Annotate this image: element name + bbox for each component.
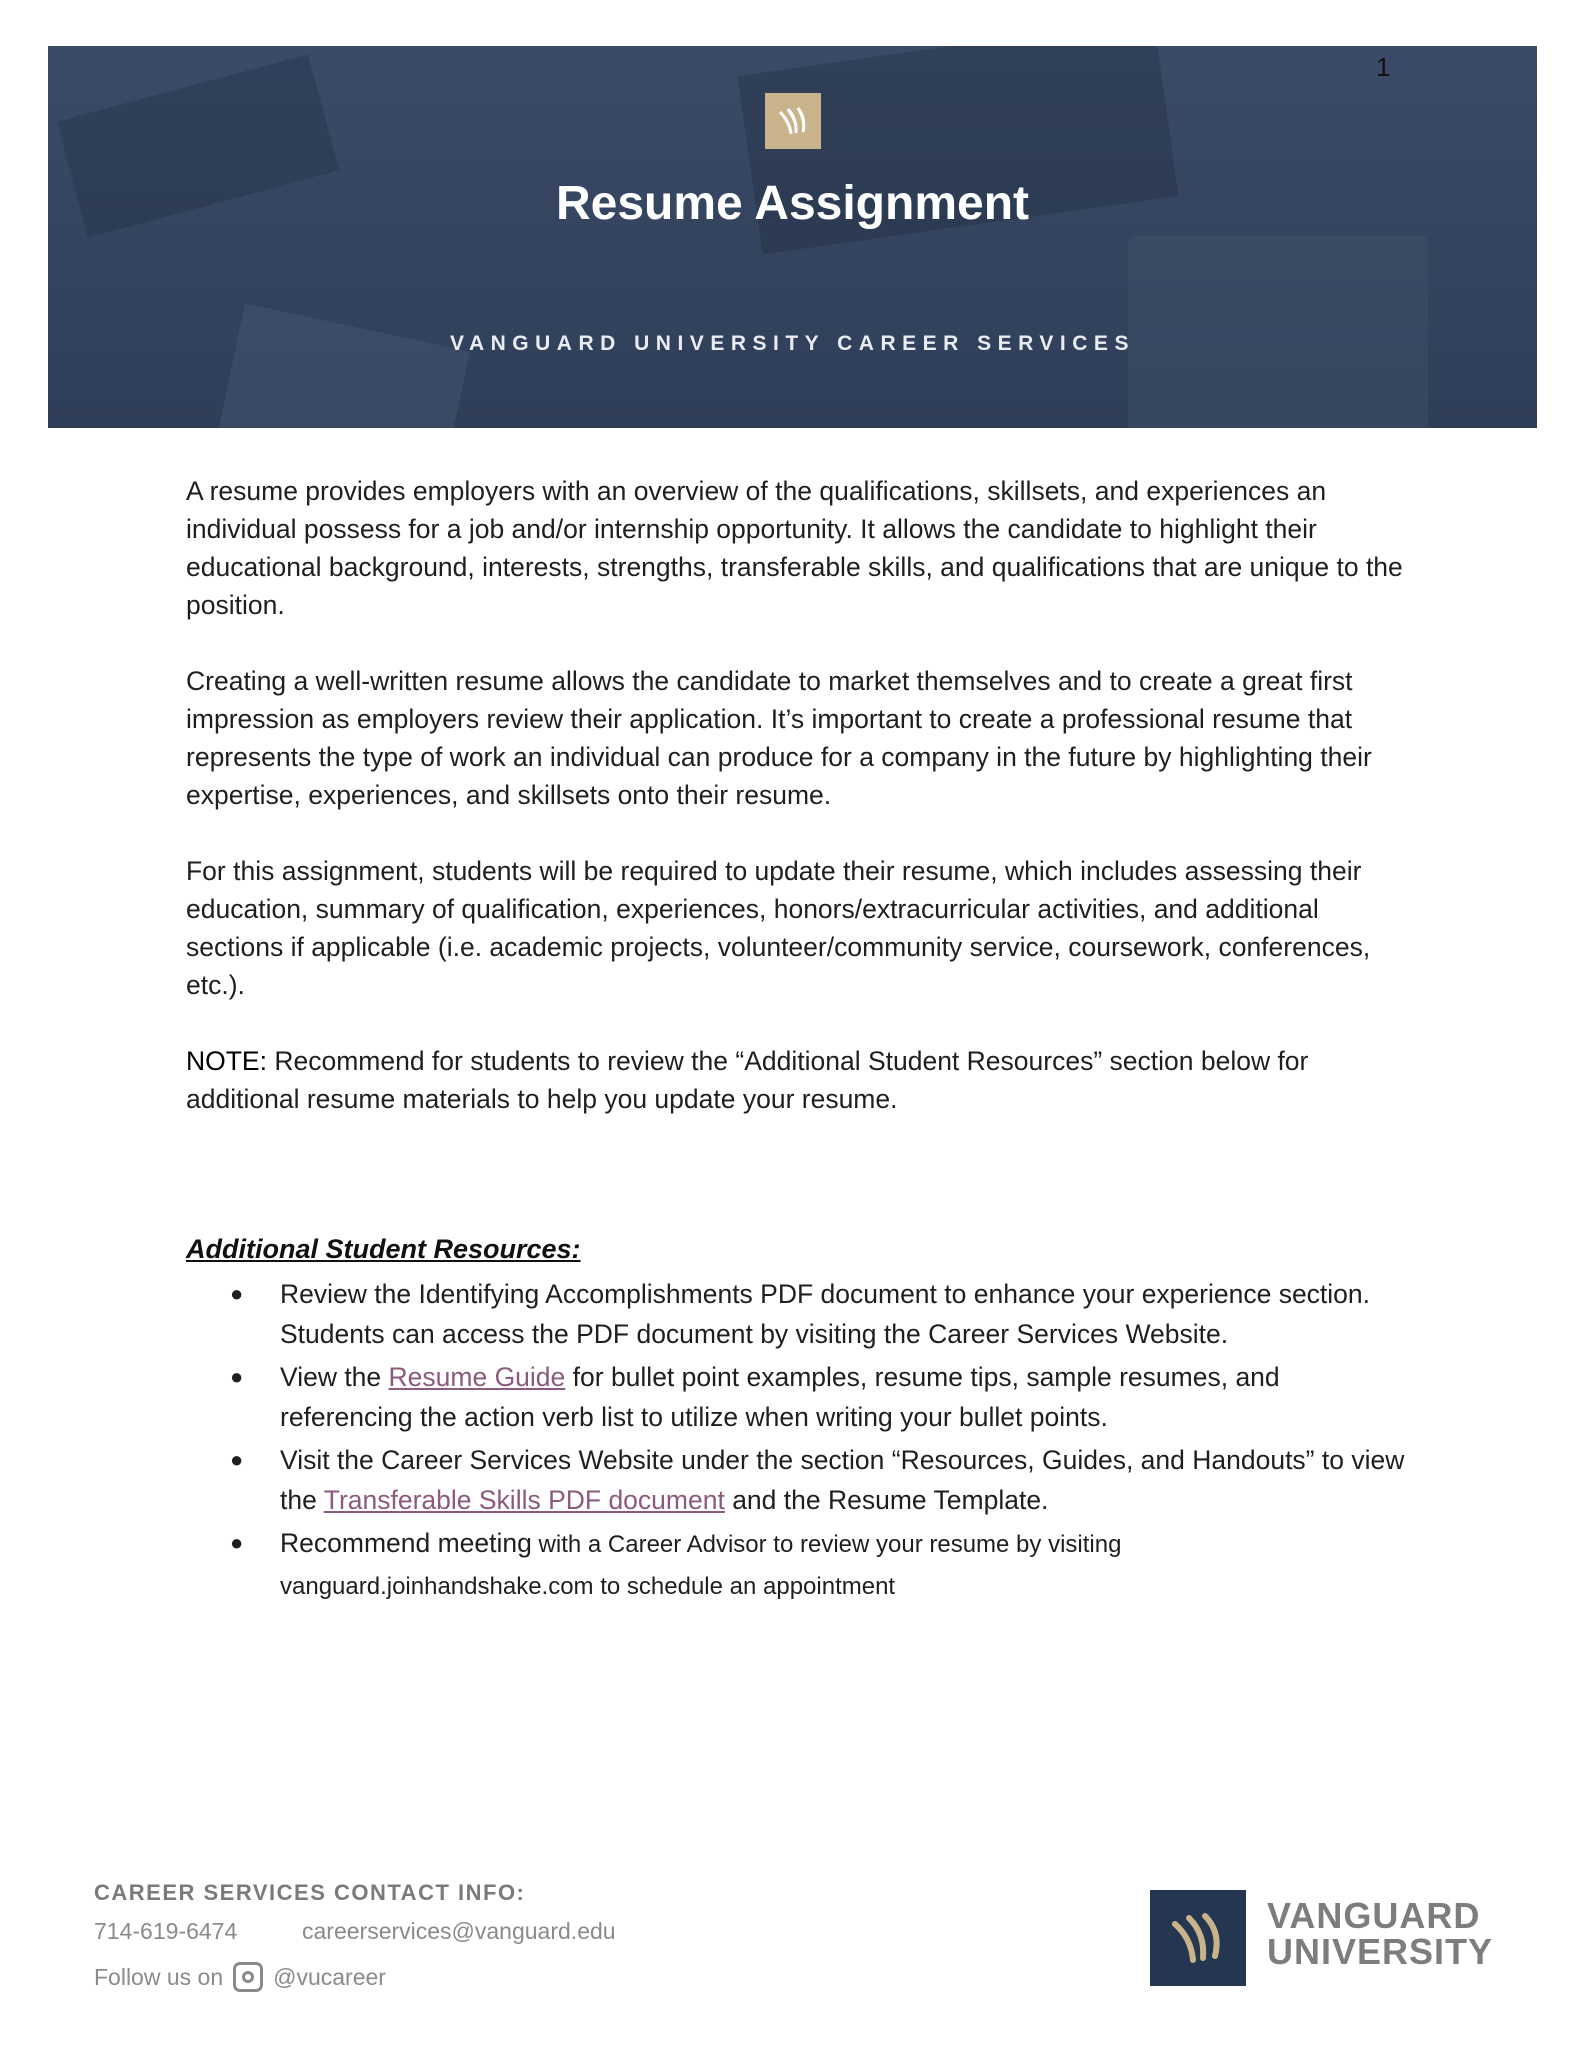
resource-item-text: Review the Identifying Accomplishments PDF document to enhance your experience section. Students can access the PDF document by visiting the Career Services Website. — [280, 1279, 1371, 1349]
footer-follow — [94, 1962, 386, 1992]
footer-phone: 714-619-6474 — [94, 1918, 238, 1944]
instagram-icon — [233, 1962, 263, 1992]
bullet-icon: ● — [230, 1281, 244, 1306]
resource-list — [186, 1274, 1416, 1610]
body-text — [186, 472, 1416, 1156]
wordmark-line: UNIVERSITY — [1267, 1931, 1494, 1972]
list-item — [186, 1523, 1416, 1607]
impression-paragraph: Creating a well-written resume allows the candidate to market themselves and to create a great first impression as employers review their application. It’s important to create a professional resume that represents the type of work an individual can produce for a company in the future by highlighting their expertise, experiences, and skillsets onto their resume. — [186, 666, 1372, 810]
resource-item-text: with a Career Advisor to review your resume by visiting vanguard.joinhandshake.com to schedule an appointment — [280, 1531, 1122, 1600]
resume-guide-link[interactable]: Resume Guide — [388, 1362, 566, 1392]
note-text: Recommend for students to review the “Additional Student Resources” section below for additional resume materials to help you update your resume. — [186, 1046, 1309, 1114]
footer-email: careerservices@vanguard.edu — [302, 1918, 616, 1944]
resource-item-text: View the — [280, 1362, 389, 1392]
resource-item-text: Recommend meeting — [280, 1528, 532, 1558]
note-paragraph — [186, 1042, 1416, 1118]
note-label: NOTE: — [186, 1046, 267, 1076]
vanguard-logo-icon — [1150, 1890, 1246, 1986]
resource-item-text: and the Resume Template. — [724, 1485, 1049, 1515]
list-item — [186, 1357, 1416, 1437]
banner-background-shape — [216, 304, 470, 428]
bullet-icon: ● — [230, 1364, 244, 1389]
footer-heading: CAREER SERVICES CONTACT INFO: — [94, 1880, 526, 1905]
assignment-paragraph: For this assignment, students will be required to update their resume, which includes assessing their education, summary of qualification, experiences, honors/extracurricular activities, and additional sections if applicable (i.e. academic projects, volunteer/community service, coursework, conferences, etc.). — [186, 856, 1371, 1000]
bullet-icon: ● — [230, 1530, 244, 1555]
follow-label: Follow us on — [94, 1963, 224, 1990]
list-item — [186, 1440, 1416, 1520]
wordmark-line: VANGUARD — [1267, 1895, 1481, 1936]
intro-paragraph: A resume provides employers with an overview of the qualifications, skillsets, and experiences an individual possess for a job and/or internship opportunity. It allows the candidate to highlight their educational background, interests, strengths, transferable skills, and qualifications that are unique to the position. — [186, 476, 1403, 620]
page-title: Resume Assignment — [555, 177, 1029, 230]
vanguard-wordmark — [1267, 1895, 1494, 1972]
vanguard-flame-icon — [765, 93, 821, 149]
page-subtitle: VANGUARD UNIVERSITY CAREER SERVICES — [450, 332, 1135, 355]
bullet-icon: ● — [230, 1447, 244, 1472]
resource-item-text: for bullet point examples, resume tips, sample resumes, and referencing the action verb list to utilize when writing your bullet points. — [280, 1362, 1280, 1432]
list-item — [186, 1274, 1416, 1354]
page-number: 1 — [1376, 52, 1391, 82]
header-banner — [48, 46, 1537, 428]
resources-heading: Additional Student Resources: — [186, 1234, 581, 1264]
resource-item-text: Visit the Career Services Website under the section “Resources, Guides, and Handouts” to view the — [280, 1445, 1405, 1515]
social-handle: @vucareer — [273, 1963, 386, 1990]
transferable-skills-link[interactable]: Transferable Skills PDF document — [323, 1485, 725, 1515]
